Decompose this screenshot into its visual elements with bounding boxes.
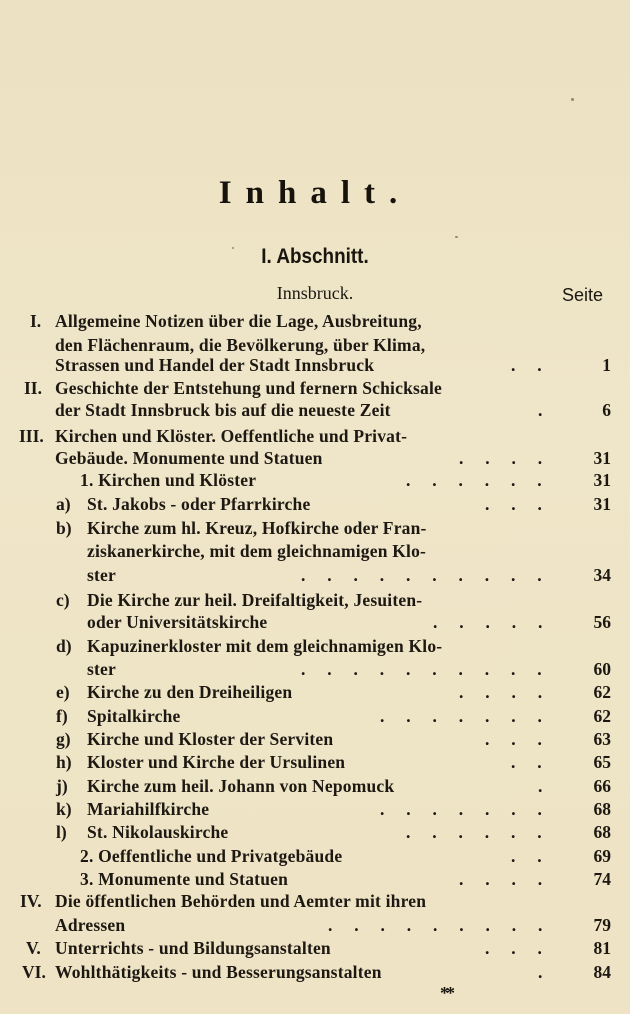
toc-entry-leader: .: [538, 400, 543, 420]
toc-entry: [0, 494, 630, 517]
toc-entry: [0, 846, 630, 869]
toc-entry: [0, 636, 630, 659]
toc-entry: [0, 729, 630, 752]
page-column-header: Seite: [562, 285, 604, 305]
toc-entry: [0, 799, 630, 822]
toc-entry-number: a): [56, 494, 71, 514]
toc-entry-leader: . .: [511, 846, 542, 866]
toc-entry-text: Wohlthätigkeits - und Besserungsanstalten: [55, 962, 382, 982]
toc-entry-text: ziskanerkirche, mit dem gleichnamigen Klo-: [87, 541, 427, 561]
toc-entry-number: f): [56, 706, 68, 726]
toc-entry-text: Strassen und Handel der Stadt Innsbruck: [55, 355, 375, 375]
toc-entry: [0, 822, 630, 845]
toc-entry-text: Allgemeine Notizen über die Lage, Ausbreitung,: [55, 311, 422, 331]
toc-entry-page: 31: [593, 448, 611, 468]
toc-entry-page: 56: [593, 612, 611, 632]
toc-entry-text: St. Jakobs - oder Pfarrkirche: [87, 494, 311, 514]
toc-entry-leader: .: [538, 776, 543, 796]
toc-entry-text: Kirchen und Klöster. Oeffentliche und Privat-: [55, 426, 408, 446]
toc-entry: [0, 470, 630, 493]
toc-entry: [0, 518, 630, 541]
toc-entry-text: Spitalkirche: [87, 706, 181, 726]
toc-entry-page: 79: [593, 915, 611, 935]
page-title: Inhalt.: [218, 175, 412, 211]
toc-entry-page: 68: [593, 799, 611, 819]
toc-entry-text: Mariahilfkirche: [87, 799, 210, 819]
toc-entry-page: 81: [593, 938, 611, 958]
toc-entry-leader: . . . . . . .: [380, 799, 542, 819]
toc-entry-page: 65: [593, 752, 611, 772]
toc-entry: [0, 426, 630, 449]
toc-entry-text: Unterrichts - und Bildungsanstalten: [55, 938, 331, 958]
toc-entry-number: l): [56, 822, 67, 842]
toc-entry-number: V.: [26, 938, 41, 958]
toc-entry-page: 6: [602, 400, 611, 420]
toc-entry: [0, 776, 630, 799]
toc-entry-page: 69: [593, 846, 611, 866]
toc-entry: [0, 355, 630, 378]
toc-entry-page: 68: [593, 822, 611, 842]
toc-entry-leader: .: [538, 962, 543, 982]
toc-entry-text: 1. Kirchen und Klöster: [80, 470, 257, 490]
toc-entry-number: III.: [19, 426, 44, 446]
toc-entry-number: b): [56, 518, 72, 538]
toc-entry-text: Kapuzinerkloster mit dem gleichnamigen Klo-: [87, 636, 443, 656]
toc-entry-text: Adressen: [55, 915, 126, 935]
toc-entry: [0, 400, 630, 423]
toc-entry: [0, 962, 630, 985]
end-mark: **: [440, 983, 452, 1003]
section-subtitle: Innsbruck.: [276, 283, 354, 303]
toc-entry-number: g): [56, 729, 71, 749]
toc-entry-page: 60: [593, 659, 611, 679]
paper-speck: [232, 247, 234, 249]
toc-entry-leader: . . . . . . . . . .: [301, 659, 542, 679]
toc-entry-leader: . . . .: [459, 448, 543, 468]
toc-entry-text: Kirche und Kloster der Serviten: [87, 729, 334, 749]
toc-entry: [0, 311, 630, 334]
toc-entry-text: St. Nikolauskirche: [87, 822, 229, 842]
toc-entry-page: 84: [593, 962, 611, 982]
toc-entry-number: d): [56, 636, 72, 656]
toc-entry-page: 31: [593, 494, 611, 514]
toc-entry-page: 66: [593, 776, 611, 796]
toc-entry-text: Die Kirche zur heil. Dreifaltigkeit, Jesuiten-: [87, 590, 423, 610]
paper-speck: [455, 236, 458, 238]
toc-entry-leader: . . . .: [459, 682, 543, 702]
toc-entry-text: der Stadt Innsbruck bis auf die neueste Zeit: [55, 400, 391, 420]
toc-entry: [0, 938, 630, 961]
toc-entry-leader: . . . . . .: [406, 470, 542, 490]
toc-entry: [0, 590, 630, 613]
toc-entry-text: Kirche zum hl. Kreuz, Hofkirche oder Fran-: [87, 518, 427, 538]
toc-entry: [0, 378, 630, 401]
toc-entry: [0, 659, 630, 682]
toc-entry-leader: . .: [511, 355, 542, 375]
toc-entry: [0, 541, 630, 564]
toc-entry-number: k): [56, 799, 72, 819]
toc-entry-number: I.: [30, 311, 42, 331]
toc-entry-page: 62: [593, 682, 611, 702]
toc-entry-text: ster: [87, 565, 116, 585]
toc-entry-number: h): [56, 752, 72, 772]
toc-entry-page: 62: [593, 706, 611, 726]
toc-entry: [0, 565, 630, 588]
paper-speck: [571, 98, 574, 101]
toc-entry-text: Gebäude. Monumente und Statuen: [55, 448, 323, 468]
toc-entry: [0, 915, 630, 938]
toc-entry-page: 34: [593, 565, 611, 585]
toc-entry-leader: . . . . . .: [406, 822, 542, 842]
toc-entry-number: II.: [24, 378, 42, 398]
toc-entry-leader: . . . . . . . . . .: [301, 565, 542, 585]
toc-entry-text: Kirche zu den Dreiheiligen: [87, 682, 293, 702]
toc-entry: [0, 891, 630, 914]
toc-entry-text: Kloster und Kirche der Ursulinen: [87, 752, 346, 772]
toc-entry: [0, 869, 630, 892]
toc-entry-text: den Flächenraum, die Bevölkerung, über Klima,: [55, 335, 426, 355]
toc-entry-text: ster: [87, 659, 116, 679]
toc-entry-text: 2. Oeffentliche und Privatgebäude: [80, 846, 343, 866]
toc-entry: [0, 448, 630, 471]
toc-entry-number: e): [56, 682, 70, 702]
toc-entry-leader: . . .: [485, 729, 542, 749]
toc-entry: [0, 612, 630, 635]
toc-entry-number: j): [56, 776, 68, 796]
toc-entry-page: 1: [602, 355, 611, 375]
section-heading: I. Abschnitt.: [261, 245, 369, 268]
toc-entry-number: VI.: [22, 962, 46, 982]
toc-entry: [0, 706, 630, 729]
toc-entry-number: IV.: [20, 891, 42, 911]
toc-entry-leader: . .: [511, 752, 542, 772]
toc-entry-page: 74: [593, 869, 611, 889]
toc-entry-text: 3. Monumente und Statuen: [80, 869, 289, 889]
toc-entry-page: 31: [593, 470, 611, 490]
toc-entry-leader: . . . .: [459, 869, 543, 889]
toc-entry-text: Kirche zum heil. Johann von Nepomuck: [87, 776, 395, 796]
toc-entry-text: Die öffentlichen Behörden und Aemter mit ihren: [55, 891, 427, 911]
toc-entry: [0, 682, 630, 705]
toc-entry-leader: . . . . .: [433, 612, 543, 632]
toc-entry-leader: . . .: [485, 938, 542, 958]
toc-entry-page: 63: [593, 729, 611, 749]
toc-entry: [0, 752, 630, 775]
toc-entry-text: oder Universitätskirche: [87, 612, 268, 632]
toc-entry-text: Geschichte der Entstehung und fernern Schicksale: [55, 378, 443, 398]
toc-entry-leader: . . .: [485, 494, 542, 514]
toc-entry-leader: . . . . . . .: [380, 706, 542, 726]
toc-entry-leader: . . . . . . . . .: [328, 915, 543, 935]
toc-entry-number: c): [56, 590, 70, 610]
